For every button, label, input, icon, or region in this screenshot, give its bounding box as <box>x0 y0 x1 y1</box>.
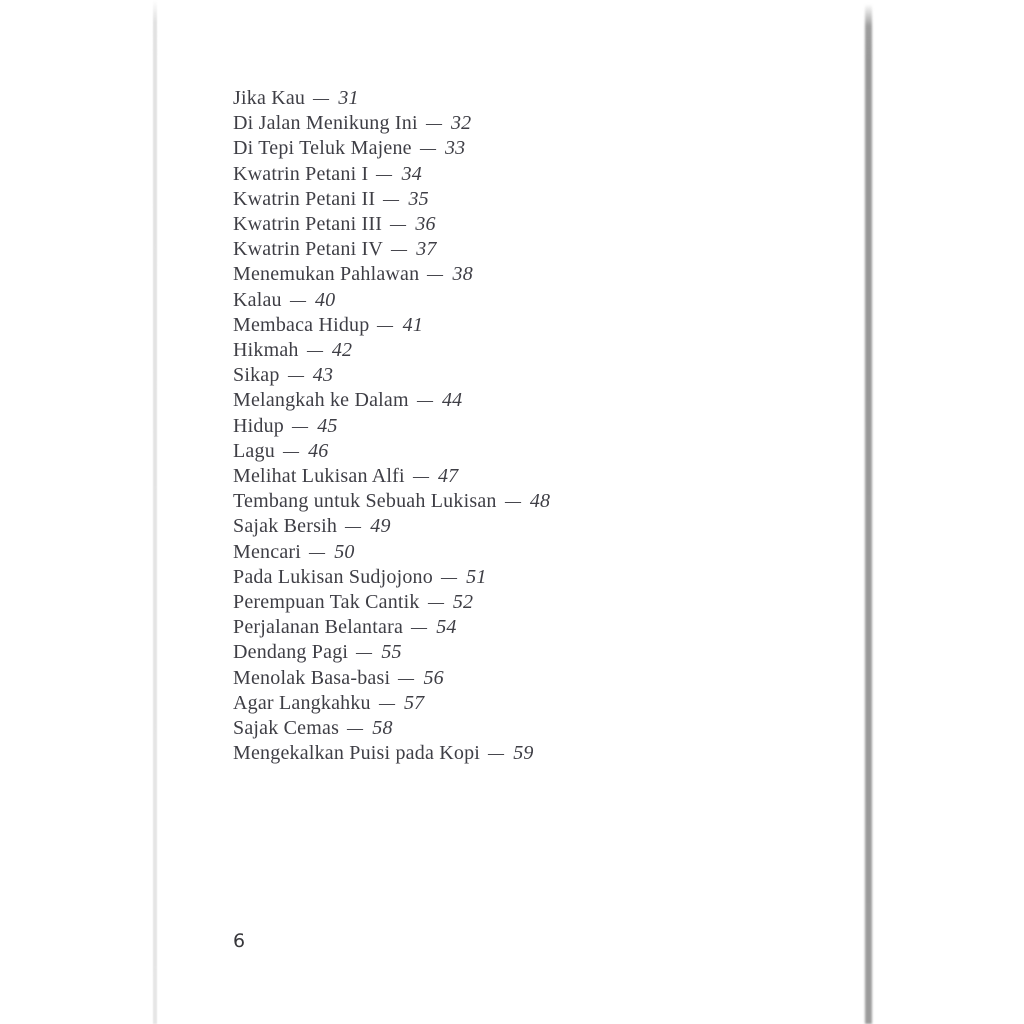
toc-entry-title: Di Tepi Teluk Majene <box>233 137 412 160</box>
toc-entry-title: Melangkah ke Dalam <box>233 389 409 412</box>
toc-entry-page-number: 57 <box>403 691 425 714</box>
toc-entry-page-number: 33 <box>444 137 466 160</box>
toc-entry-page-number: 51 <box>466 565 487 588</box>
toc-entry <box>233 313 793 338</box>
toc-entry <box>233 514 793 539</box>
toc-entry-dash: — <box>306 339 323 362</box>
toc-entry <box>233 464 793 489</box>
toc-entry <box>233 590 793 615</box>
toc-entry-page-number: 35 <box>408 187 429 210</box>
toc-entry-page-number: 44 <box>441 389 463 412</box>
toc-entry-title: Sajak Cemas <box>233 717 340 740</box>
toc-entry <box>233 162 793 187</box>
toc-entry-page-number: 37 <box>416 238 437 261</box>
toc-entry-dash: — <box>425 112 442 135</box>
toc-entry <box>233 640 793 665</box>
page-edge-left <box>153 0 157 1024</box>
toc-entry-dash: — <box>378 691 395 714</box>
toc-entry-dash: — <box>383 187 400 210</box>
toc-entry-title: Perjalanan Belantara <box>233 616 404 639</box>
toc-entry-page-number: 54 <box>436 616 457 639</box>
toc-entry <box>233 666 793 691</box>
toc-entry-title: Perempuan Tak Cantik <box>233 591 420 614</box>
toc-entry-title: Kalau <box>233 288 282 311</box>
toc-entry-page-number: 46 <box>308 439 329 462</box>
toc-entry-dash: — <box>282 439 300 462</box>
toc-entry-title: Membaca Hidup <box>233 313 370 336</box>
toc-entry <box>233 86 793 111</box>
toc-entry-dash: — <box>309 540 326 563</box>
toc-entry <box>233 716 793 741</box>
toc-entry-dash: — <box>347 717 364 740</box>
toc-entry <box>233 691 793 716</box>
toc-entry-title: Kwatrin Petani I <box>233 162 369 185</box>
toc-entry <box>233 388 793 413</box>
toc-entry <box>233 615 793 640</box>
toc-entry-page-number: 32 <box>450 112 472 135</box>
toc-entry-page-number: 49 <box>370 515 391 538</box>
toc-entry <box>233 136 793 161</box>
toc-entry <box>233 262 793 287</box>
toc-entry-dash: — <box>419 137 436 160</box>
toc-entry-dash: — <box>427 263 444 286</box>
toc-entry-title: Tembang untuk Sebuah Lukisan <box>233 490 497 513</box>
toc-entry <box>233 212 793 237</box>
toc-entry-title: Kwatrin Petani III <box>233 213 383 236</box>
toc-entry-title: Menemukan Pahlawan <box>233 263 420 286</box>
toc-entry <box>233 363 793 388</box>
toc-entry-dash: — <box>391 238 408 261</box>
toc-entry-dash: — <box>287 364 304 387</box>
toc-entry-page-number: 34 <box>401 162 422 185</box>
toc-entry-title: Melihat Lukisan Alfi <box>233 465 405 488</box>
toc-entry <box>233 338 793 363</box>
toc-entry-dash: — <box>412 465 429 488</box>
toc-entry-title: Agar Langkahku <box>233 691 371 714</box>
toc-entry-dash: — <box>356 641 373 664</box>
toc-entry-title: Menolak Basa-basi <box>233 666 391 689</box>
toc-entry-title: Kwatrin Petani II <box>233 187 376 210</box>
toc-entry-page-number: 59 <box>513 742 534 765</box>
toc-entry-page-number: 40 <box>314 288 336 311</box>
toc-entry <box>233 489 793 514</box>
toc-entry-page-number: 58 <box>372 717 393 740</box>
toc-entry-title: Dendang Pagi <box>233 641 349 664</box>
toc-entry-title: Kwatrin Petani IV <box>233 238 384 261</box>
toc-entry-dash: — <box>289 288 306 311</box>
toc-entry-dash: — <box>411 616 428 639</box>
toc-entry-dash: — <box>292 414 309 437</box>
toc-entry <box>233 414 793 439</box>
toc-entry-title: Lagu <box>233 439 275 462</box>
toc-entry-dash: — <box>488 742 505 765</box>
toc-entry-page-number: 47 <box>437 465 459 488</box>
toc-entry-page-number: 38 <box>452 263 473 286</box>
toc-entry-dash: — <box>376 162 393 185</box>
toc-entry-dash: — <box>440 565 458 588</box>
toc-entry-page-number: 55 <box>381 641 402 664</box>
toc-entry <box>233 741 793 766</box>
toc-entry-dash: — <box>377 313 394 336</box>
toc-entry-title: Sajak Bersih <box>233 515 338 538</box>
toc-entry-title: Sikap <box>233 364 280 387</box>
toc-entry-page-number: 41 <box>402 313 424 336</box>
toc-entry-title: Di Jalan Menikung Ini <box>233 112 418 135</box>
toc-entry-title: Mengekalkan Puisi pada Kopi <box>233 742 481 765</box>
toc-entry-page-number: 43 <box>312 364 334 387</box>
toc-entry <box>233 540 793 565</box>
toc-entry-dash: — <box>427 591 444 614</box>
toc-entry-page-number: 45 <box>317 414 338 437</box>
page-edge-right <box>865 0 872 1024</box>
toc-entry-dash: — <box>504 490 521 513</box>
toc-entry-page-number: 50 <box>334 540 355 563</box>
toc-entry-title: Hidup <box>233 414 284 437</box>
toc-entry-page-number: 48 <box>529 490 551 513</box>
toc-entry <box>233 111 793 136</box>
toc-entry-page-number: 36 <box>415 213 436 236</box>
toc-entry-title: Mencari <box>233 540 302 563</box>
toc-entry-title: Jika Kau <box>233 87 306 109</box>
toc-entry-page-number: 31 <box>338 87 359 109</box>
toc-entry <box>233 187 793 212</box>
toc-entry-page-number: 52 <box>452 591 474 614</box>
toc-entry <box>233 237 793 262</box>
toc-entry-title: Hikmah <box>233 339 299 362</box>
toc-entry <box>233 565 793 590</box>
toc-entry-dash: — <box>345 515 362 538</box>
toc-entry <box>233 439 793 464</box>
page-number-folio: 6 <box>233 930 246 952</box>
toc-entry-title: Pada Lukisan Sudjojono <box>233 565 433 588</box>
toc-entry-dash: — <box>416 389 433 412</box>
toc-entry-dash: — <box>390 213 407 236</box>
toc-entry <box>233 288 793 313</box>
toc-entry-page-number: 42 <box>331 339 353 362</box>
toc-entry-page-number: 56 <box>423 666 444 689</box>
toc-entry-dash: — <box>398 666 415 689</box>
toc-entry-dash: — <box>313 87 330 109</box>
toc-list <box>233 86 793 766</box>
